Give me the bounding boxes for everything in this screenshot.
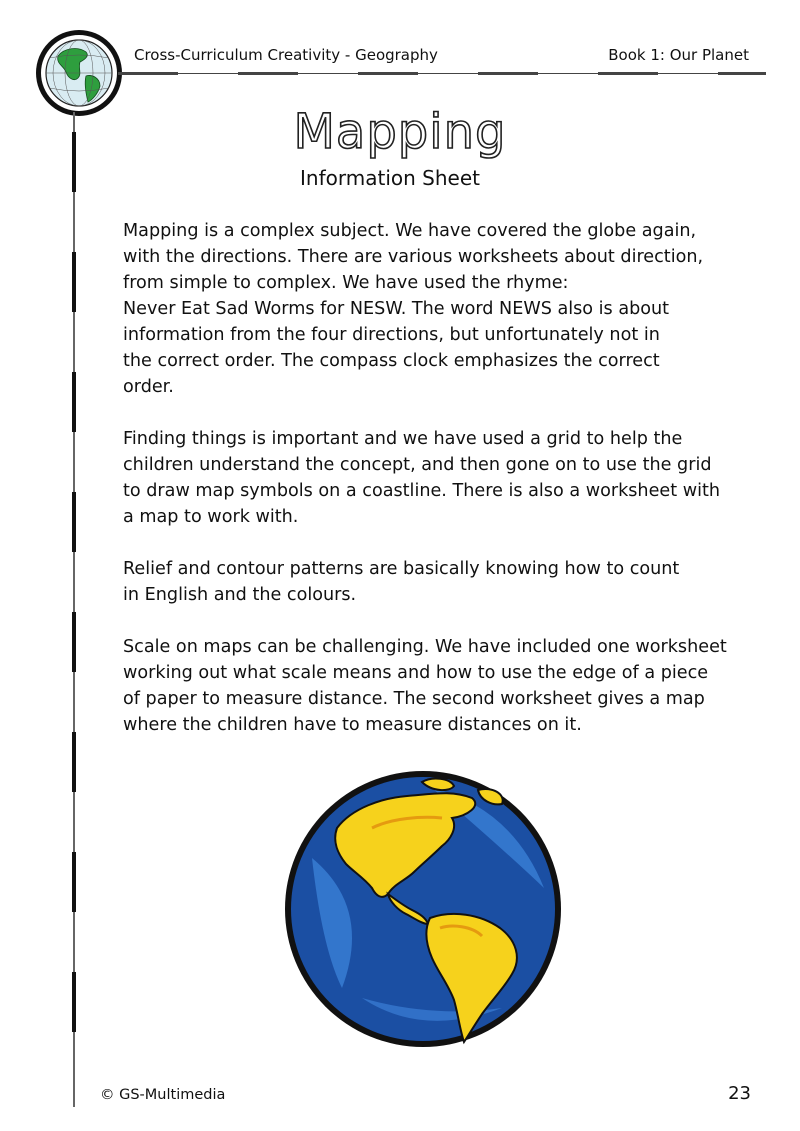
- book-title: Book 1: Our Planet: [608, 46, 749, 64]
- paragraph: Relief and contour patterns are basically knowing how to count in English and the colours.: [123, 559, 680, 605]
- series-title: Cross-Curriculum Creativity - Geography: [134, 46, 438, 64]
- page-number: 23: [728, 1083, 751, 1104]
- paragraph: Scale on maps can be challenging. We have included one worksheet working out what scale means and how to use the edge of a piece of paper to measure distance. The second worksheet gives a map where the children have to measure distances on it.: [123, 637, 727, 735]
- body-text: [123, 218, 733, 764]
- copyright: © GS-Multimedia: [100, 1087, 226, 1103]
- page-subtitle: Information Sheet: [300, 166, 480, 190]
- margin-divider: [72, 112, 76, 1107]
- header-divider: [118, 72, 766, 75]
- paragraph: Mapping is a complex subject. We have covered the globe again, with the directions. There are various worksheets about direction, from simple to complex. We have used the rhyme: Never Eat Sad Worms for NESW. The word NEWS also is about information from the four directions, but unfortunately not in the correct order. The compass clock emphasizes the correct order.: [123, 221, 704, 397]
- paragraph: Finding things is important and we have used a grid to help the children understand the concept, and then gone on to use the grid to draw map symbols on a coastline. There is also a worksheet with a map to work with.: [123, 429, 721, 527]
- page-title: Mapping: [293, 104, 507, 160]
- earth-globe-illustration: [282, 768, 564, 1050]
